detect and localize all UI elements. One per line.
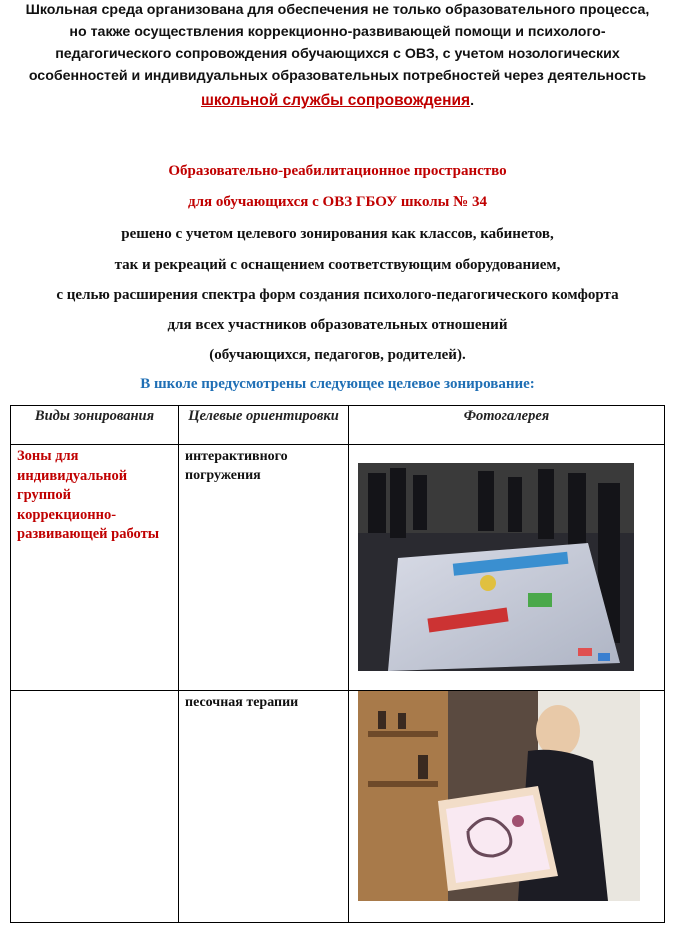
intro-line-3: педагогического сопровождения обучающихся с ОВЗ, с учетом нозологических [55, 46, 620, 62]
support-service-link[interactable]: школьной службы сопровождения [200, 92, 471, 109]
intro-period: . [470, 93, 475, 109]
zone-cell [11, 691, 179, 923]
space-title-line-2: для обучающихся с ОВЗ ГБОУ школы № 34 [188, 194, 487, 210]
sand-therapy-photo [358, 691, 640, 901]
space-title-line-1: Образовательно-реабилитационное пространство [168, 163, 507, 179]
table-row [11, 691, 665, 923]
goal-cell: интерактивного погружения [179, 445, 349, 691]
intro-line-4: особенностей и индивидуальных образовательных потребностей через деятельность [28, 68, 647, 84]
zone-cell: Зоны для индивидуальной группой коррекционно-развивающей работы [11, 445, 179, 691]
goal-cell: песочная терапии [179, 691, 349, 923]
space-desc-line-4: для всех участников образовательных отношений [167, 317, 508, 333]
space-desc-line-2: так и рекреаций с оснащением соответствующим оборудованием, [114, 257, 561, 273]
header-goals: Целевые ориентировки [179, 406, 349, 445]
photo-cell [349, 691, 665, 923]
interactive-floor-photo [358, 463, 634, 671]
intro-line-5 [0, 90, 675, 113]
space-desc-line-1: решено с учетом целевого зонирования как классов, кабинетов, [121, 226, 554, 242]
space-desc-line-5: (обучающихся, педагогов, родителей). [209, 347, 466, 363]
space-desc-line-3: с целью расширения спектра форм создания психолого-педагогического комфорта [56, 287, 619, 303]
zoning-table [10, 405, 665, 923]
table-header-row [11, 406, 665, 445]
photo-cell [349, 445, 665, 691]
header-zone-types: Виды зонирования [11, 406, 179, 445]
intro-line-2: но также осуществления коррекционно-развивающей помощи и психолого- [69, 24, 606, 40]
intro-line-1: Школьная среда организована для обеспечения не только образовательного процесса, [25, 2, 650, 18]
table-row [11, 445, 665, 691]
zoning-heading: В школе предусмотрены следующее целевое зонирование: [140, 376, 535, 392]
header-photo-gallery: Фотогалерея [349, 406, 665, 445]
